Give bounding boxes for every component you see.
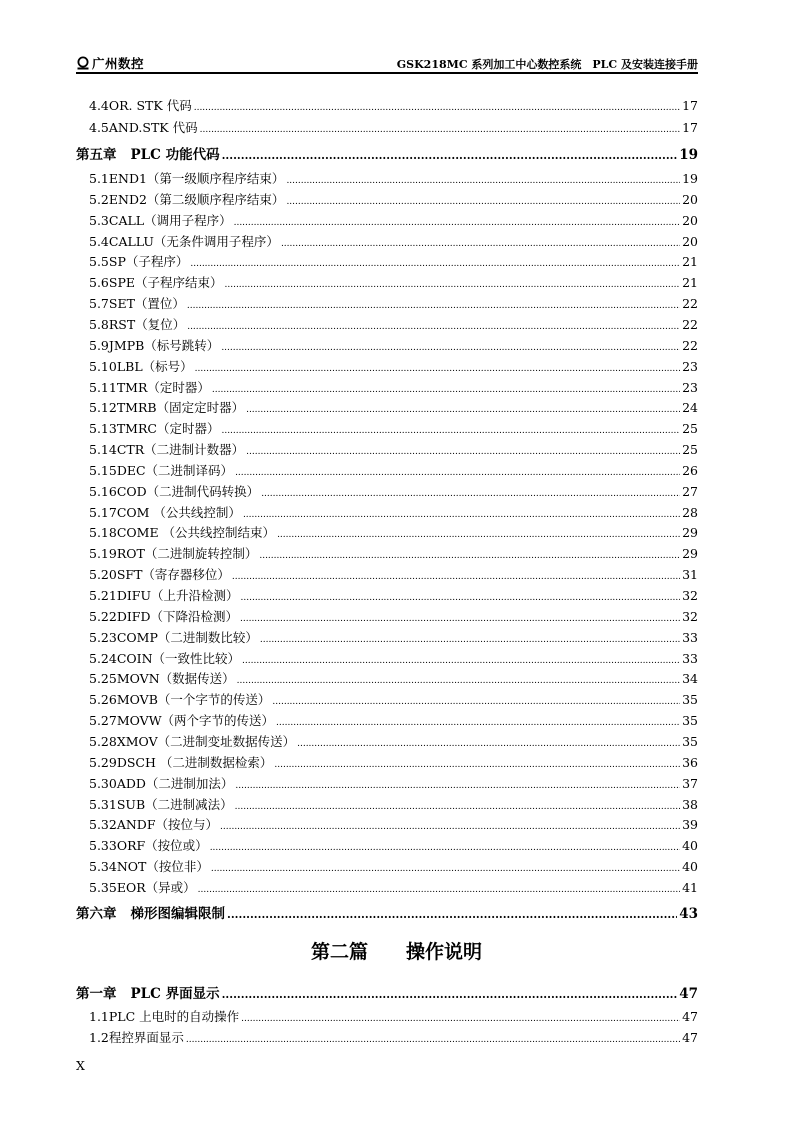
entry-page-number: 21 — [682, 275, 698, 291]
toc-section-entry[interactable] — [76, 565, 698, 583]
dot-leader — [211, 859, 680, 874]
entry-title: CALLU（无条件调用子程序） — [108, 233, 279, 249]
dot-leader — [232, 567, 680, 582]
entry-page-number: 47 — [679, 986, 698, 1002]
entry-number: 5.25 — [89, 671, 117, 687]
entry-number: 5.1 — [89, 171, 109, 186]
dot-leader — [210, 838, 680, 853]
entry-page-number: 35 — [682, 733, 698, 749]
entry-title: COIN（一致性比较） — [116, 650, 241, 666]
entry-title: RST（复位） — [108, 316, 186, 332]
entry-page-number: 38 — [682, 796, 698, 812]
entry-title: 程控界面显示 — [108, 1030, 184, 1045]
dot-leader — [260, 630, 680, 645]
entry-page-number: 19 — [682, 171, 698, 186]
entry-page-number: 43 — [679, 906, 698, 922]
toc-section-entry[interactable] — [76, 273, 698, 291]
dot-leader — [241, 588, 681, 603]
entry-title: OR. STK 代码 — [108, 98, 192, 113]
entry-page-number: 27 — [682, 483, 698, 499]
toc-section-entry[interactable] — [76, 607, 698, 625]
entry-page-number: 35 — [682, 713, 698, 729]
manual-title: GSK218MC 系列加工中心数控系统 PLC 及安装连接手册 — [396, 58, 698, 71]
entry-page-number: 20 — [682, 212, 698, 228]
dot-leader — [246, 442, 680, 457]
dot-leader — [297, 734, 680, 749]
entry-page-number: 22 — [682, 337, 698, 353]
dot-leader — [220, 817, 680, 832]
entry-page-number: 17 — [682, 120, 698, 135]
entry-page-number: 24 — [682, 400, 698, 416]
entry-number: 5.23 — [89, 629, 117, 645]
dot-leader — [274, 755, 680, 770]
toc-section-entry[interactable] — [76, 419, 698, 437]
toc-section-entry[interactable] — [76, 1028, 698, 1046]
dot-leader — [190, 254, 680, 269]
dot-leader — [235, 776, 680, 791]
entry-page-number: 37 — [682, 775, 698, 791]
entry-page-number: 31 — [682, 567, 698, 583]
entry-number: 5.8 — [89, 316, 109, 332]
toc-chapter-entry[interactable] — [76, 902, 698, 922]
entry-title: DEC（二进制译码） — [116, 462, 234, 478]
entry-title: SUB（二进制减法） — [116, 796, 233, 812]
entry-page-number: 33 — [682, 629, 698, 645]
entry-title: SFT（寄存器移位） — [116, 567, 230, 583]
entry-title: TMR（定时器） — [116, 379, 210, 395]
dot-leader — [286, 171, 680, 186]
dot-leader — [225, 275, 681, 290]
entry-number: 5.32 — [89, 817, 117, 833]
toc-section-entry[interactable] — [76, 232, 698, 250]
toc-section-entry[interactable] — [76, 503, 698, 521]
dot-leader — [227, 906, 677, 922]
dot-leader — [187, 296, 680, 311]
dot-leader — [276, 713, 680, 728]
entry-page-number: 35 — [682, 692, 698, 708]
entry-page-number: 20 — [682, 233, 698, 249]
entry-page-number: 23 — [682, 379, 698, 395]
entry-number: 5.30 — [89, 775, 117, 791]
entry-number: 5.13 — [89, 421, 117, 437]
entry-number: 5.28 — [89, 733, 117, 749]
entry-title: LBL（标号） — [116, 358, 193, 374]
entry-number: 5.21 — [89, 588, 117, 603]
entry-title: COD（二进制代码转换） — [116, 483, 260, 499]
dot-leader — [186, 1030, 680, 1045]
entry-page-number: 34 — [682, 671, 698, 687]
toc-section-entry[interactable] — [76, 336, 698, 354]
toc-section-entry[interactable] — [76, 252, 698, 270]
entry-title: COM （公共线控制） — [116, 504, 241, 520]
entry-number: 1.1 — [89, 1009, 109, 1024]
entry-number: 5.10 — [89, 358, 117, 374]
entry-number: 4.4 — [89, 98, 109, 113]
entry-number: 5.20 — [89, 567, 117, 583]
dot-leader — [194, 98, 680, 113]
entry-page-number: 47 — [682, 1009, 698, 1024]
dot-leader — [235, 463, 680, 478]
toc-section-entry[interactable] — [76, 482, 698, 500]
entry-title: ROT（二进制旋转控制） — [116, 546, 258, 562]
dot-leader — [221, 338, 680, 353]
entry-number: 5.17 — [89, 504, 117, 520]
dot-leader — [243, 505, 680, 520]
entry-page-number: 29 — [682, 525, 698, 541]
entry-page-number: 19 — [679, 147, 698, 163]
entry-title: ORF（按位或） — [116, 838, 208, 854]
dot-leader — [237, 671, 680, 686]
entry-title: XMOV（二进制变址数据传送） — [116, 733, 296, 749]
dot-leader — [281, 234, 680, 249]
entry-number: 5.24 — [89, 650, 117, 666]
toc-section-entry[interactable] — [76, 315, 698, 333]
gsk-logo — [76, 55, 144, 71]
entry-number: 5.27 — [89, 713, 117, 729]
dot-leader — [259, 546, 680, 561]
entry-title: AND.STK 代码 — [108, 120, 198, 135]
entry-title: PLC 界面显示 — [130, 986, 220, 1002]
entry-title: CTR（二进制计数器） — [116, 442, 245, 458]
logo-text: 广州数控 — [92, 56, 145, 71]
entry-title: DSCH （二进制数据检索） — [116, 754, 273, 770]
dot-leader — [272, 692, 680, 707]
page-number: X — [76, 1058, 85, 1073]
entry-number: 5.12 — [89, 400, 117, 416]
header-rule — [76, 72, 698, 74]
entry-number: 5.9 — [89, 337, 109, 353]
toc-section-entry[interactable] — [76, 544, 698, 562]
entry-title: COMP（二进制数比较） — [116, 629, 258, 645]
entry-title: ANDF（按位与） — [116, 817, 219, 833]
entry-page-number: 39 — [682, 817, 698, 833]
dot-leader — [200, 120, 680, 135]
toc-section-entry[interactable] — [76, 649, 698, 667]
toc-section-entry[interactable] — [76, 732, 698, 750]
entry-page-number: 32 — [682, 608, 698, 624]
entry-title: ADD（二进制加法） — [116, 775, 234, 791]
dot-leader — [261, 484, 680, 499]
entry-number: 第一章 — [76, 986, 117, 1002]
entry-title: SET（置位） — [108, 296, 185, 312]
entry-page-number: 17 — [682, 98, 698, 113]
toc-section-entry[interactable] — [76, 857, 698, 875]
entry-page-number: 23 — [682, 358, 698, 374]
entry-page-number: 25 — [682, 421, 698, 437]
entry-page-number: 47 — [682, 1030, 698, 1045]
entry-number: 5.18 — [89, 525, 117, 541]
entry-page-number: 32 — [682, 588, 698, 603]
entry-title: PLC 上电时的自动操作 — [108, 1009, 240, 1024]
dot-leader — [212, 380, 680, 395]
entry-number: 第五章 — [76, 147, 117, 163]
toc-section-entry[interactable] — [76, 398, 698, 416]
entry-number: 5.16 — [89, 483, 117, 499]
toc-section-entry[interactable] — [76, 461, 698, 479]
entry-title: MOVW（两个字节的传送） — [116, 713, 275, 729]
entry-number: 5.15 — [89, 462, 117, 478]
entry-number: 4.5 — [89, 120, 109, 135]
entry-page-number: 40 — [682, 859, 698, 875]
entry-number: 5.2 — [89, 191, 109, 207]
toc-section-entry[interactable] — [76, 795, 698, 813]
entry-page-number: 22 — [682, 316, 698, 332]
entry-page-number: 28 — [682, 504, 698, 520]
entry-title: MOVN（数据传送） — [116, 671, 235, 687]
dot-leader — [195, 359, 680, 374]
page-header — [76, 52, 698, 74]
toc-section-entry[interactable] — [76, 774, 698, 792]
dot-leader — [240, 609, 680, 624]
entry-page-number: 40 — [682, 838, 698, 854]
entry-title: SP（子程序） — [108, 254, 189, 270]
entry-title: NOT（按位非） — [116, 859, 209, 875]
entry-title: EOR（异或） — [116, 879, 196, 895]
dot-leader — [277, 525, 680, 540]
entry-page-number: 22 — [682, 296, 698, 312]
toc-section-entry[interactable] — [76, 118, 698, 136]
entry-page-number: 41 — [682, 879, 698, 895]
entry-page-number: 20 — [682, 191, 698, 207]
entry-page-number: 36 — [682, 754, 698, 770]
dot-leader — [286, 192, 680, 207]
toc-section-entry[interactable] — [76, 294, 698, 312]
entry-number: 5.31 — [89, 796, 117, 812]
dot-leader — [235, 797, 680, 812]
toc-chapter-entry[interactable] — [76, 982, 698, 1002]
toc-chapter-entry[interactable] — [76, 143, 698, 163]
dot-leader — [221, 421, 680, 436]
toc-section-entry[interactable] — [76, 211, 698, 229]
entry-number: 5.6 — [89, 275, 109, 291]
entry-number: 5.29 — [89, 754, 117, 770]
toc-section-entry[interactable] — [76, 96, 698, 114]
toc-section-entry[interactable] — [76, 836, 698, 854]
entry-page-number: 25 — [682, 442, 698, 458]
toc-section-entry[interactable] — [76, 1007, 698, 1025]
toc-section-entry[interactable] — [76, 815, 698, 833]
gsk-logo-icon — [76, 56, 90, 70]
entry-page-number: 21 — [682, 254, 698, 270]
entry-title: END1（第一级顺序程序结束） — [108, 171, 285, 186]
entry-title: JMPB（标号跳转） — [108, 337, 220, 353]
dot-leader — [241, 1009, 680, 1024]
dot-leader — [246, 400, 680, 415]
entry-page-number: 26 — [682, 462, 698, 478]
entry-title: END2（第二级顺序程序结束） — [108, 191, 285, 207]
entry-title: SPE（子程序结束） — [108, 275, 223, 291]
entry-number: 5.19 — [89, 546, 117, 562]
toc-section-entry[interactable] — [76, 357, 698, 375]
entry-number: 5.5 — [89, 254, 109, 270]
entry-title: DIFD（下降沿检测） — [116, 608, 238, 624]
entry-number: 5.11 — [89, 379, 117, 395]
dot-leader — [187, 317, 680, 332]
entry-title: PLC 功能代码 — [130, 147, 220, 163]
toc-section-entry[interactable] — [76, 711, 698, 729]
entry-title: 梯形图编辑限制 — [130, 906, 225, 922]
entry-title: CALL（调用子程序） — [108, 212, 232, 228]
toc-section-entry[interactable] — [76, 753, 698, 771]
toc-section-entry[interactable] — [76, 523, 698, 541]
toc-section-entry[interactable] — [76, 878, 698, 896]
entry-number: 1.2 — [89, 1030, 109, 1045]
toc-section-entry[interactable] — [76, 586, 698, 604]
dot-leader — [222, 147, 678, 163]
entry-number: 5.26 — [89, 692, 117, 708]
toc-section-entry[interactable] — [76, 440, 698, 458]
part-heading: 第二篇 操作说明 — [310, 941, 482, 963]
entry-number: 5.35 — [89, 879, 117, 895]
entry-number: 5.3 — [89, 212, 109, 228]
entry-number: 5.14 — [89, 442, 117, 458]
entry-page-number: 33 — [682, 650, 698, 666]
entry-number: 5.34 — [89, 859, 117, 875]
entry-title: MOVB（一个字节的传送） — [116, 692, 271, 708]
entry-number: 5.7 — [89, 296, 109, 312]
entry-page-number: 29 — [682, 546, 698, 562]
dot-leader — [222, 986, 678, 1002]
dot-leader — [234, 213, 681, 228]
entry-title: DIFU（上升沿检测） — [116, 588, 239, 603]
toc-section-entry[interactable] — [76, 669, 698, 687]
toc-section-entry[interactable] — [76, 628, 698, 646]
entry-number: 第六章 — [76, 906, 117, 922]
toc-section-entry[interactable] — [76, 690, 698, 708]
toc-section-entry[interactable] — [76, 378, 698, 396]
entry-number: 5.33 — [89, 838, 117, 854]
entry-number: 5.22 — [89, 608, 117, 624]
entry-title: COME （公共线控制结束） — [116, 525, 276, 541]
entry-title: TMRC（定时器） — [116, 421, 220, 437]
entry-title: TMRB（固定定时器） — [116, 400, 245, 416]
toc-section-entry[interactable] — [76, 190, 698, 208]
dot-leader — [242, 651, 680, 666]
toc-section-entry[interactable] — [76, 169, 698, 187]
entry-number: 5.4 — [89, 233, 109, 249]
dot-leader — [198, 880, 680, 895]
